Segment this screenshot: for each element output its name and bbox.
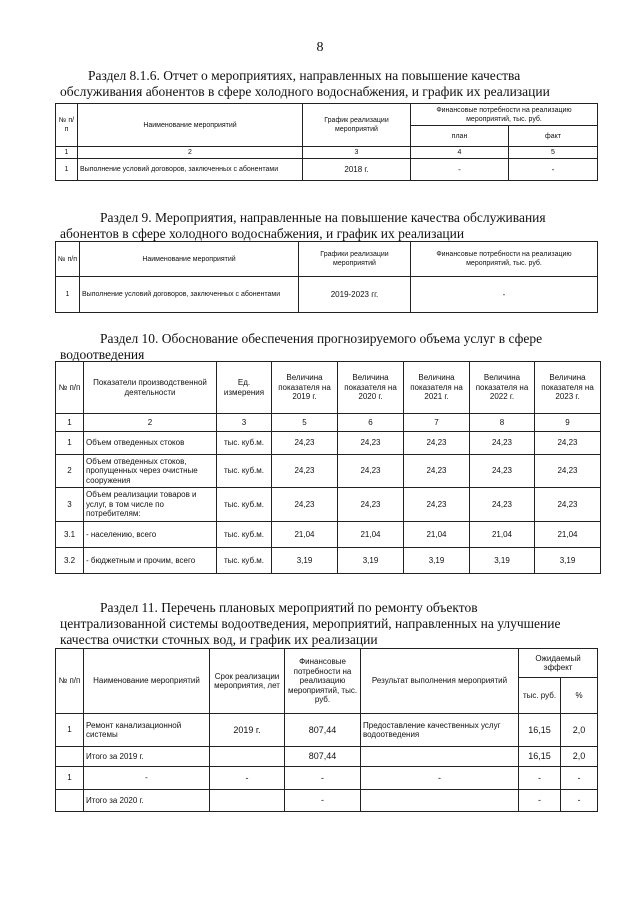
- header-schedule: График реализации мероприятий: [303, 104, 411, 147]
- header-plan: план: [411, 126, 509, 147]
- header-result: Результат выполнения мероприятий: [361, 649, 519, 714]
- header-name: Наименование мероприятий: [78, 104, 303, 147]
- table-row: 1 Объем отведенных стоков тыс. куб.м. 24,23 24,23 24,23 24,23 24,23: [56, 432, 601, 455]
- table-row: 3.2 - бюджетным и прочим, всего тыс. куб.м. 3,19 3,19 3,19 3,19 3,19: [56, 548, 601, 574]
- header-finance: Финансовые потребности на реализацию мероприятий, тыс. руб.: [411, 104, 598, 126]
- table-row: 2 Объем отведенных стоков, пропущенных через очистные сооружения тыс. куб.м. 24,23 24,23 24,23 24,23 24,23: [56, 455, 601, 488]
- table-row: 1 - - - - - -: [56, 767, 598, 790]
- section-10-table: [55, 361, 601, 574]
- table-row: 1 Выполнение условий договоров, заключенных с абонентами 2019-2023 гг. -: [56, 277, 598, 313]
- section-9-heading: Раздел 9. Мероприятия, направленные на повышение качества обслуживания абонентов в сфере холодного водоснабжения, и график их реализации: [60, 210, 546, 241]
- header-effect-pct: %: [561, 678, 598, 714]
- table-row: 1 Выполнение условий договоров, заключенных с абонентами 2018 г. - -: [56, 159, 598, 181]
- table-row: Итого за 2020 г. - - -: [56, 790, 598, 812]
- header-num: № п/п: [56, 242, 80, 277]
- header-name: Показатели производственной деятельности: [84, 362, 217, 414]
- table-row: Итого за 2019 г. 807,44 16,15 2,0: [56, 747, 598, 767]
- table-row: 3 Объем реализации товаров и услуг, в том числе по потребителям: тыс. куб.м. 24,23 24,23 24,23 24,23 24,23: [56, 488, 601, 522]
- header-2023: Величина показателя на 2023 г.: [535, 362, 601, 414]
- header-2019: Величина показателя на 2019 г.: [272, 362, 338, 414]
- section-8-1-6-table: [55, 103, 598, 181]
- page-number: 8: [316, 40, 324, 55]
- header-term: Срок реализации мероприятия, лет: [210, 649, 285, 714]
- column-numbers-row: 1 2 3 4 5: [56, 147, 598, 159]
- header-num: № п/п: [56, 104, 78, 147]
- header-finance: Финансовые потребности на реализацию мероприятий, тыс. руб.: [285, 649, 361, 714]
- section-10-heading: Раздел 10. Обоснование обеспечения прогнозируемого объема услуг в сфере водоотведения: [60, 331, 543, 362]
- section-11-table: [55, 648, 598, 812]
- table-row: 1 Ремонт канализационной системы 2019 г. 807,44 Предоставление качественных услуг водоотведения 16,15 2,0: [56, 714, 598, 747]
- header-2021: Величина показателя на 2021 г.: [404, 362, 470, 414]
- header-fact: факт: [509, 126, 598, 147]
- table-row: 3.1 - населению, всего тыс. куб.м. 21,04 21,04 21,04 21,04 21,04: [56, 522, 601, 548]
- header-effect-abs: тыс. руб.: [519, 678, 561, 714]
- header-name: Наименование мероприятий: [84, 649, 210, 714]
- column-numbers-row: 1 2 3 5 6 7 8 9: [56, 414, 601, 432]
- section-9-table: [55, 241, 598, 313]
- header-2020: Величина показателя на 2020 г.: [338, 362, 404, 414]
- header-effect: Ожидаемый эффект: [519, 649, 598, 678]
- header-finance: Финансовые потребности на реализацию мероприятий, тыс. руб.: [411, 242, 598, 277]
- header-schedule: Графики реализации мероприятий: [299, 242, 411, 277]
- header-num: № п/п: [56, 362, 84, 414]
- section-8-1-6-heading: Раздел 8.1.6. Отчет о мероприятиях, направленных на повышение качества обслуживания абонентов в сфере холодного водоснабжения, и график их реализации: [60, 68, 550, 99]
- header-name: Наименование мероприятий: [80, 242, 299, 277]
- header-unit: Ед. измерения: [217, 362, 272, 414]
- header-2022: Величина показателя на 2022 г.: [470, 362, 535, 414]
- section-11-heading: Раздел 11. Перечень плановых мероприятий по ремонту объектов централизованной системы водоотведения, мероприятий, направленных на улучшение качества очистки сточных вод, и график их реализации: [60, 600, 561, 647]
- header-num: № п/п: [56, 649, 84, 714]
